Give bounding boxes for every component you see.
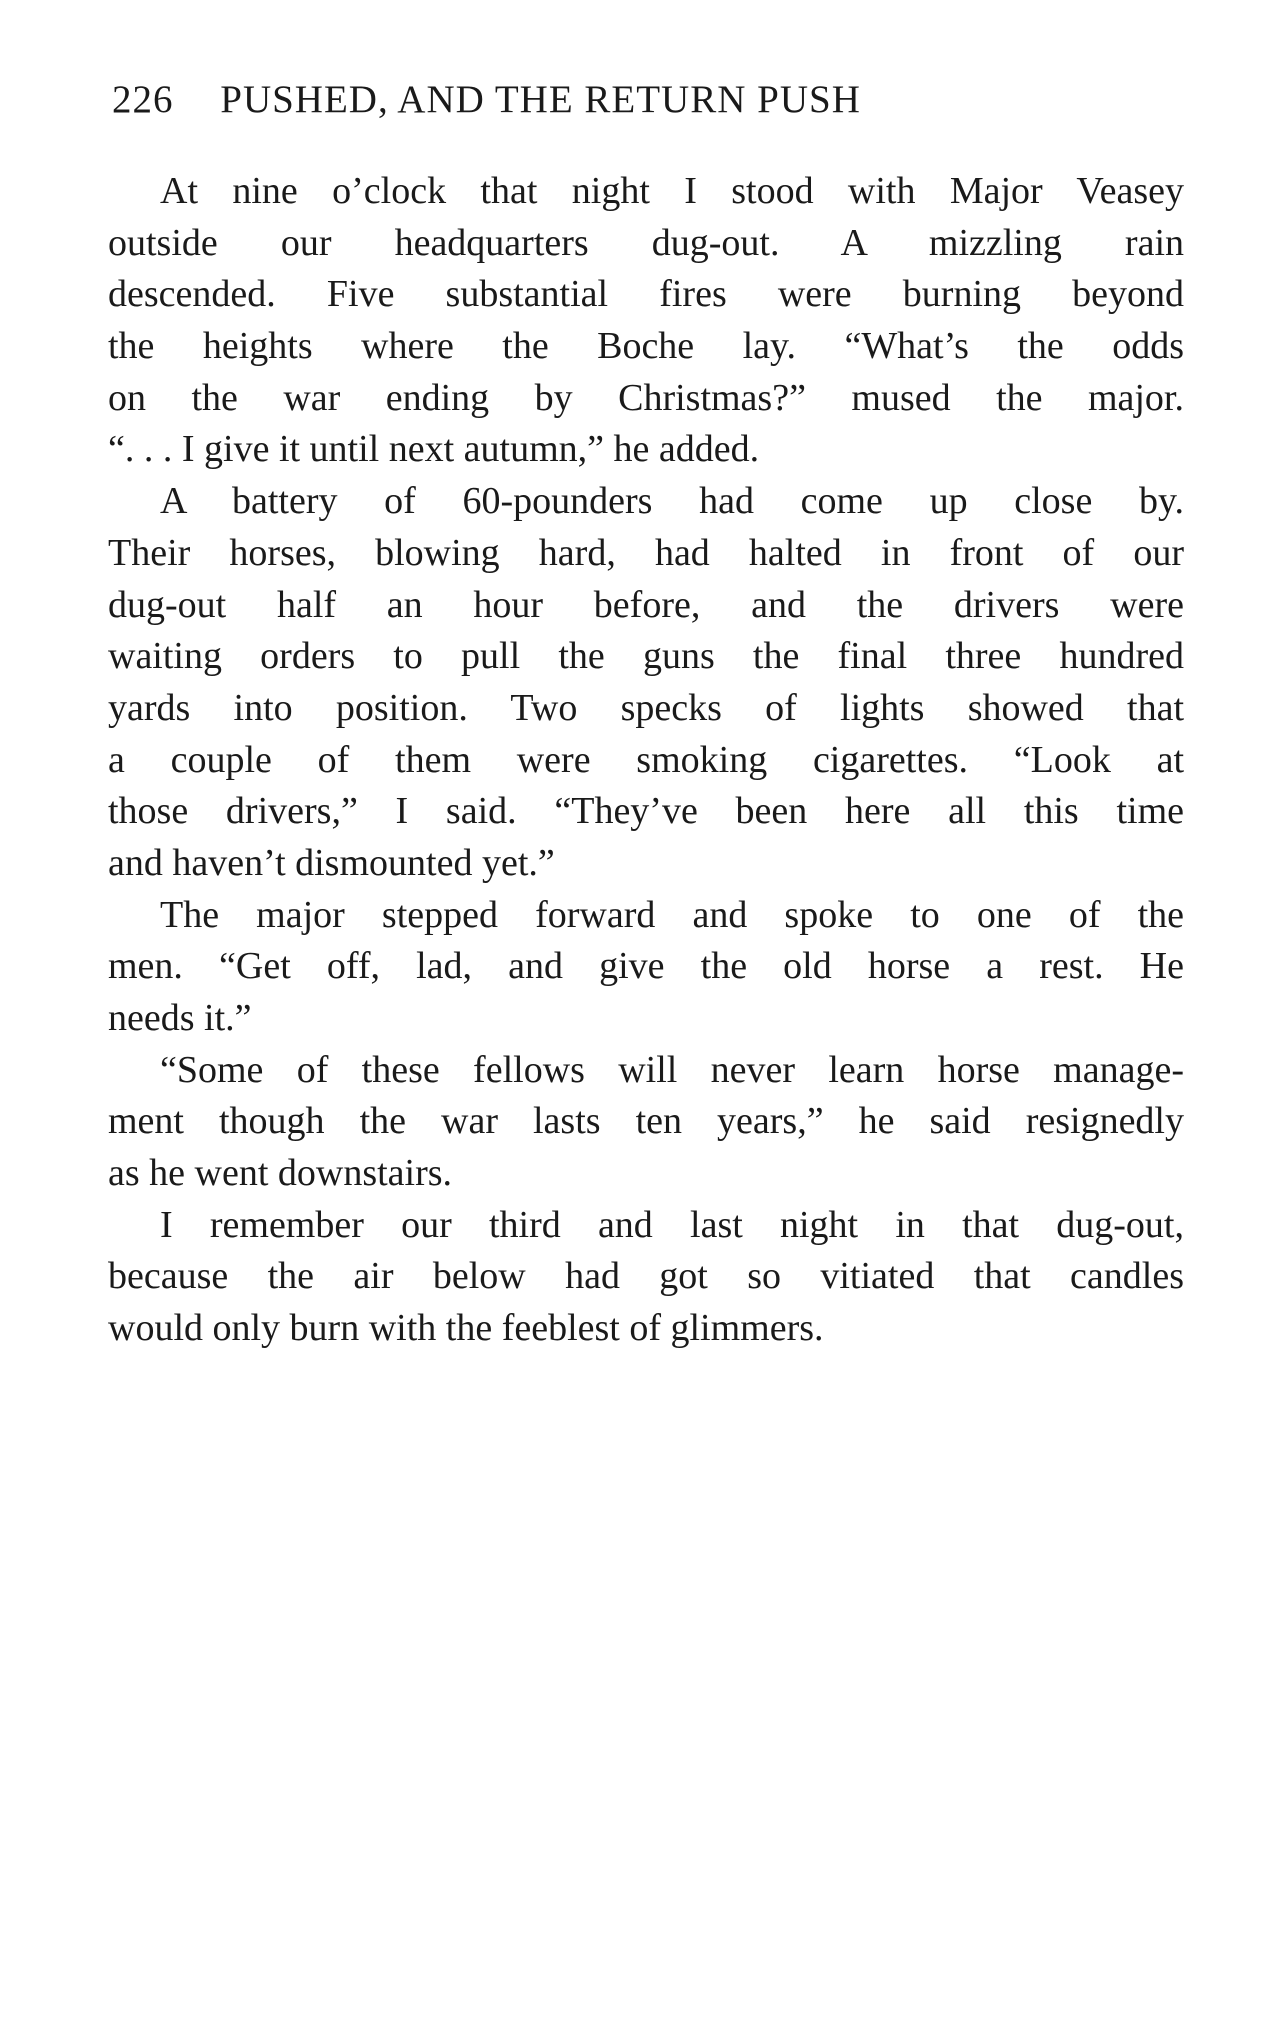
text-line: yards into position. Two specks of lights showed that [108, 686, 1184, 729]
text-line: “. . . I give it until next autumn,” he added. [108, 428, 760, 471]
text-line: ment though the war lasts ten years,” he said resignedly [108, 1100, 1184, 1143]
text-line: the heights where the Boche lay. “What’s the odds [108, 325, 1184, 368]
paragraph-5 [108, 1200, 1184, 1355]
text-line: A battery of 60-pounders had come up close by. [160, 480, 1184, 523]
running-head [112, 72, 1112, 128]
paragraph-1 [108, 166, 1184, 476]
body-text [108, 166, 1184, 1355]
text-line: a couple of them were smoking cigarettes. “Look at [108, 738, 1184, 781]
text-line: and haven’t dismounted yet.” [108, 841, 555, 884]
text-line: The major stepped forward and spoke to one of the [160, 893, 1184, 936]
text-line: as he went downstairs. [108, 1152, 453, 1195]
text-line: because the air below had got so vitiated that candles [108, 1255, 1184, 1298]
text-line: men. “Get off, lad, and give the old horse a rest. He [108, 945, 1184, 988]
text-line: dug-out half an hour before, and the drivers were [108, 583, 1184, 626]
text-line: on the war ending by Christmas?” mused the major. [108, 376, 1184, 419]
paragraph-4 [108, 1045, 1184, 1200]
text-line: would only burn with the feeblest of glimmers. [108, 1307, 824, 1350]
text-line: needs it.” [108, 997, 252, 1039]
text-line: “Some of these fellows will never learn horse manage- [160, 1048, 1184, 1091]
text-line: those drivers,” I said. “They’ve been here all this time [108, 790, 1184, 833]
text-line: At nine o’clock that night I stood with Major Veasey [160, 170, 1184, 212]
text-line: Their horses, blowing hard, had halted in front of our [108, 531, 1184, 574]
text-line: I remember our third and last night in that dug-out, [160, 1203, 1184, 1246]
running-title: PUSHED, AND THE RETURN PUSH [220, 78, 861, 121]
paragraph-3 [108, 890, 1184, 1045]
text-line: outside our headquarters dug-out. A mizzling rain [108, 221, 1184, 264]
paragraph-2 [108, 476, 1184, 890]
text-line: waiting orders to pull the guns the final three hundred [108, 635, 1184, 678]
page-number: 226 [112, 78, 174, 121]
text-line: descended. Five substantial fires were burning beyond [108, 273, 1184, 316]
